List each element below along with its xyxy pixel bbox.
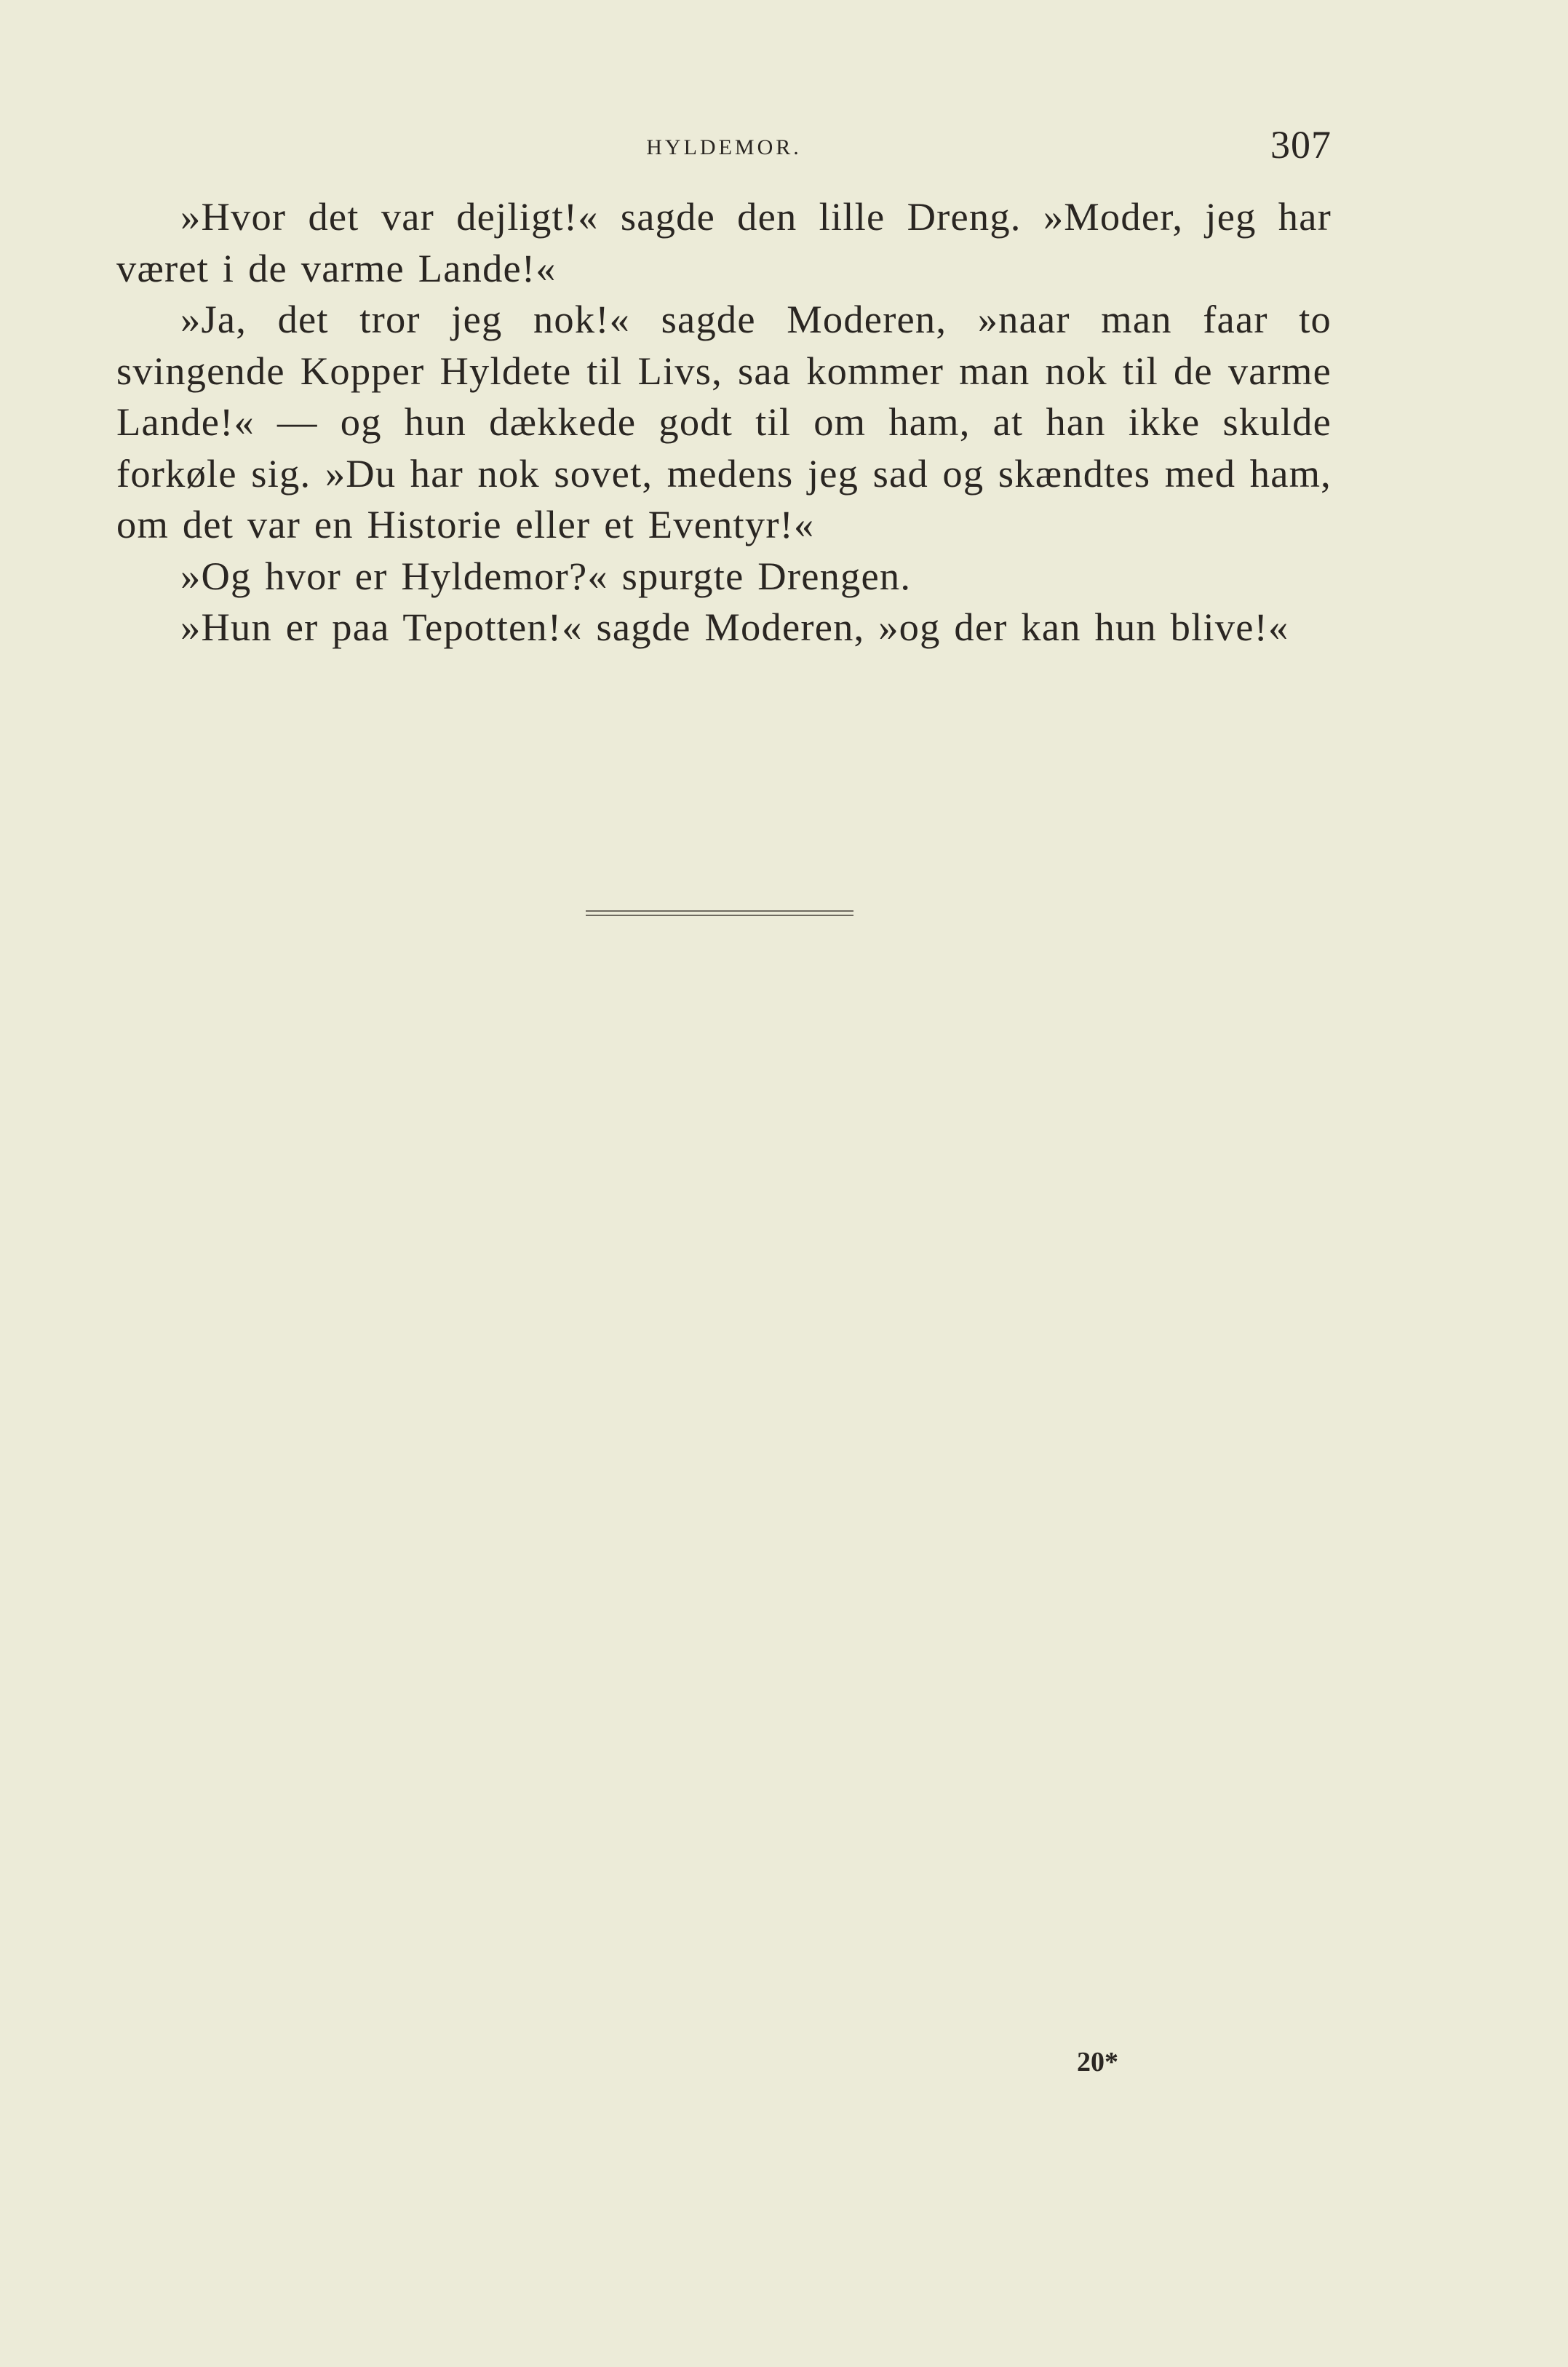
page-number: 307	[1270, 123, 1332, 167]
end-of-text-rule	[586, 910, 853, 917]
paragraph: »Ja, det tror jeg nok!« sagde Moderen, »naar man faar to svingende Kopper Hyldete til Livs, saa kommer man nok til de varme Lande!« — og hun dækkede godt til om ham, at han ikke skulde forkøle sig. »Du har nok sovet, medens jeg sad og skændtes med ham, om det var en Historie eller et Eventyr!«	[116, 297, 1332, 546]
rule-line	[586, 910, 853, 912]
paragraph: »Og hvor er Hyldemor?« spurgte Drengen.	[180, 553, 912, 598]
paragraph: »Hvor det var dejligt!« sagde den lille Dreng. »Moder, jeg har været i de varme Lande!«	[116, 194, 1332, 290]
paragraph: »Hun er paa Tepotten!« sagde Moderen, »og der kan hun blive!«	[180, 605, 1289, 649]
body-text	[116, 191, 1332, 653]
rule-line	[586, 915, 853, 916]
running-title: HYLDEMOR.	[646, 135, 802, 159]
running-header	[116, 122, 1332, 173]
printer-signature-mark: 20*	[1077, 2047, 1118, 2077]
